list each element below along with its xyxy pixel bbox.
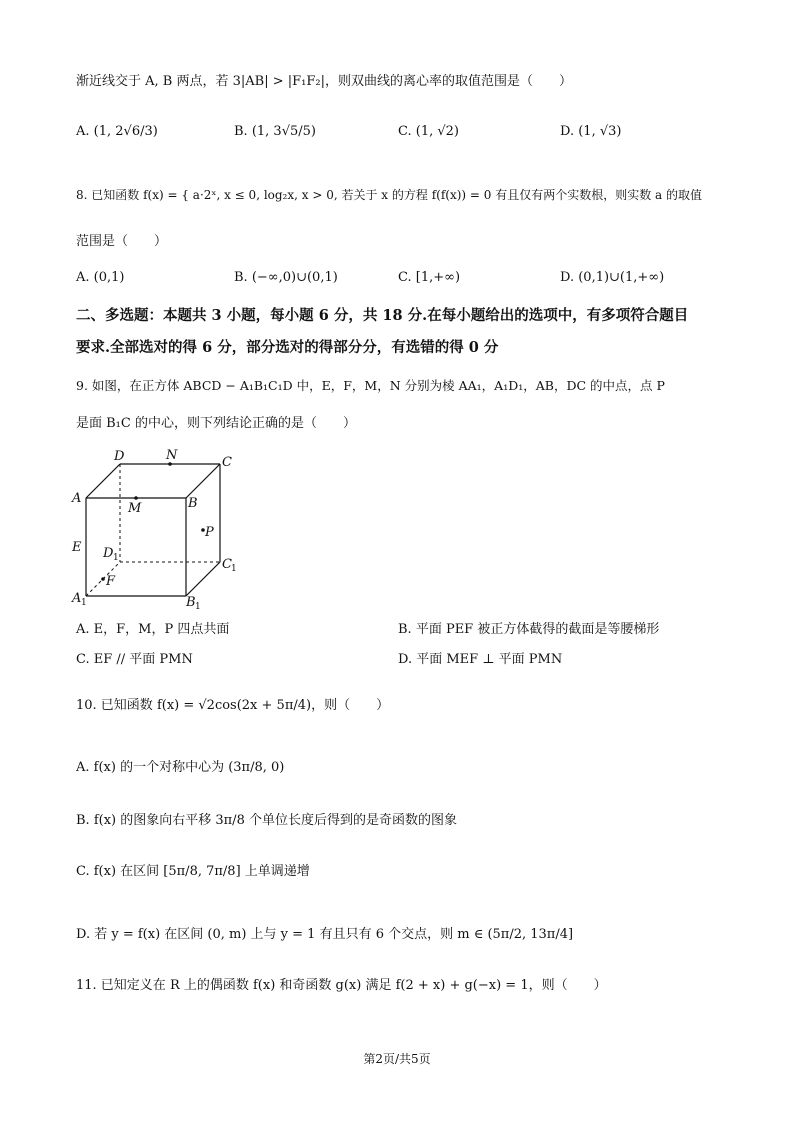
q8-stem-cont: 范围是（ ） [76, 234, 168, 249]
q9-stem-cont: 是面 B₁C 的中心，则下列结论正确的是（ ） [76, 416, 356, 431]
q8-option-b: B. (−∞,0)∪(0,1) [234, 270, 338, 285]
label-a: A [72, 491, 82, 506]
q7-option-b: B. (1, 3√5/5) [234, 124, 316, 139]
label-c: C [222, 455, 232, 470]
label-a1-sub: 1 [81, 598, 87, 608]
q7-option-d: D. (1, √3) [560, 124, 622, 139]
q7-option-c: C. (1, √2) [398, 124, 459, 139]
label-b: B [188, 496, 198, 511]
label-d1: D [103, 546, 114, 561]
label-c1-sub: 1 [231, 564, 237, 574]
label-n: N [166, 448, 178, 463]
q9-option-a: A. E，F，M，P 四点共面 [76, 622, 230, 637]
q9-stem: 9. 如图，在正方体 ABCD − A₁B₁C₁D 中，E，F，M，N 分别为棱 AA₁，A₁D₁，AB，DC 的中点，点 P [76, 378, 665, 393]
label-d1-sub: 1 [113, 553, 119, 563]
label-m: M [128, 501, 142, 516]
q10-option-d: D. 若 y = f(x) 在区间 (0, m) 上与 y = 1 有且只有 6 个交点，则 m ∈ (5π/2, 13π/4] [76, 927, 574, 942]
q10-option-b: B. f(x) 的图象向右平移 3π/8 个单位长度后得到的是奇函数的图象 [76, 813, 457, 828]
label-d: D [114, 449, 125, 464]
q9-option-c: C. EF // 平面 PMN [76, 652, 193, 667]
label-p: P [205, 525, 214, 540]
q9-option-b: B. 平面 PEF 被正方体截得的截面是等腰梯形 [398, 622, 660, 637]
q8-option-d: D. (0,1)∪(1,+∞) [560, 270, 665, 285]
label-b1: B [186, 595, 196, 610]
label-e: E [72, 540, 82, 555]
section2-heading: 二、多选题：本题共 3 小题，每小题 6 分，共 18 分.在每小题给出的选项中，有多项符合题目 [76, 307, 689, 324]
label-a1: A [72, 591, 82, 606]
label-f: F [106, 574, 116, 589]
section2-heading-cont: 要求.全部选对的得 6 分，部分选对的得部分分，有选错的得 0 分 [76, 339, 499, 356]
q7-stem: 渐近线交于 A, B 两点，若 3|AB| > |F₁F₂|，则双曲线的离心率的取值范围是（ ） [76, 74, 572, 89]
q11-stem: 11. 已知定义在 R 上的偶函数 f(x) 和奇函数 g(x) 满足 f(2 + x) + g(−x) = 1，则（ ） [76, 978, 607, 993]
q10-stem: 10. 已知函数 f(x) = √2cos(2x + 5π/4)，则（ ） [76, 698, 390, 713]
q10-option-c: C. f(x) 在区间 [5π/8, 7π/8] 上单调递增 [76, 864, 310, 879]
page-footer: 第2页/共5页 [363, 1052, 431, 1066]
q8-option-c: C. [1,+∞) [398, 270, 461, 285]
label-c1: C [222, 557, 232, 572]
point-m [134, 496, 138, 500]
q7-option-a: A. (1, 2√6/3) [76, 124, 158, 139]
q8-option-a: A. (0,1) [76, 270, 125, 285]
q8-stem: 8. 已知函数 f(x) = { a·2ˣ, x ≤ 0, log₂x, x > 0, 若关于 x 的方程 f(f(x)) = 0 有且仅有两个实数根，则实数 a 的取值 [76, 188, 702, 202]
q9-option-d: D. 平面 MEF ⊥ 平面 PMN [398, 652, 563, 667]
point-f [101, 577, 105, 581]
cube-figure [66, 446, 246, 614]
q10-option-a: A. f(x) 的一个对称中心为 (3π/8, 0) [76, 760, 285, 775]
label-b1-sub: 1 [195, 602, 201, 612]
